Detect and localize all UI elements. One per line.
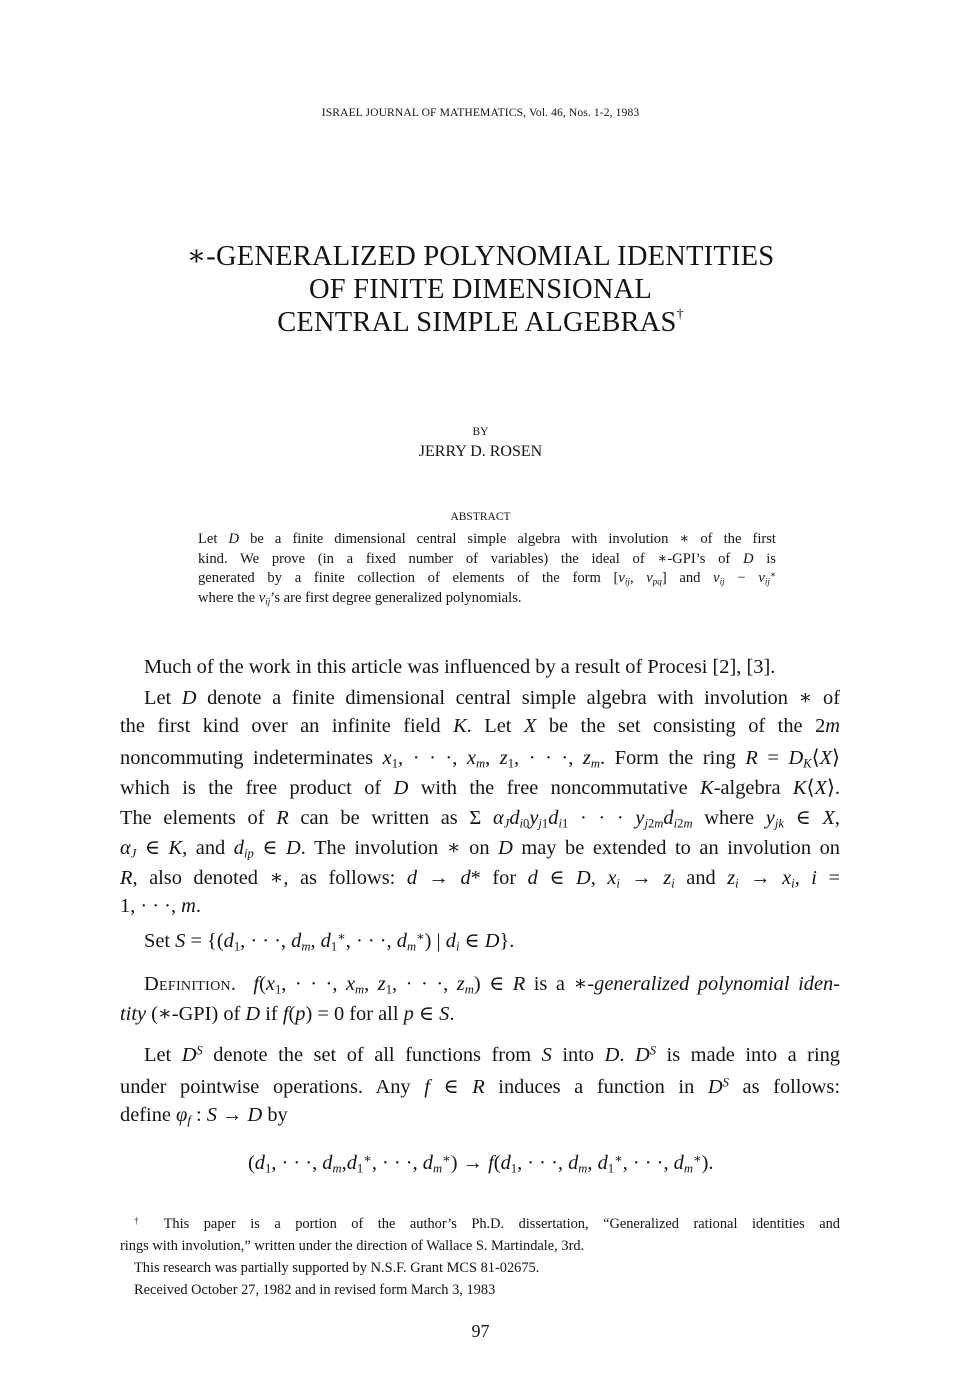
footnote-mark: † bbox=[134, 1215, 150, 1226]
definition-label: Definition. bbox=[144, 973, 237, 995]
title-footnote-mark: † bbox=[676, 307, 684, 322]
footnote-1-text-a: This paper is a portion of the author’s Ph.D. dissertation, “Generalized rational identities and bbox=[163, 1216, 840, 1232]
abstract-line: where the $v_{ij}’s$ are first degree generalized polynomials. bbox=[198, 589, 522, 607]
body-line: $\alpha_J$ ∈ K, and $d_{ip}$ ∈ D. The involution ∗ on D may be extended to an involution on bbox=[120, 837, 841, 861]
body-line: the first kind over an infinite field K. Let X be the set consisting of the 2m bbox=[120, 715, 840, 737]
body-line: Let $D^S$ denote the set of all functions from S into D. $D^S$ is made into a ring bbox=[144, 1043, 840, 1066]
display-equation: ($d_1$, · · ·, $d_m,d_1^∗$, · · ·, $d_m^∗) \to f(d_1$, · · ·, $d_m$, $d_1^∗$, · · ·, $d_m^∗$). bbox=[248, 1151, 714, 1176]
footnote-1-line-1 bbox=[134, 1216, 840, 1233]
body-line: The elements of R can be written as Σ $\alpha_Jd_{i0}y_{j1}d_{i1}$ · · · $y_{j2m}d_{i2m}$ where $y_{jk}$ ∈ X, bbox=[120, 807, 841, 831]
body-line: Much of the work in this article was influenced by a result of Procesi [2], [3]. bbox=[144, 656, 776, 678]
body-line: 1, · · ·, m. bbox=[120, 895, 201, 917]
title-line-3 bbox=[0, 306, 961, 340]
body-line: which is the free product of D with the free noncommutative K-algebra K⟨X⟩. bbox=[120, 777, 840, 799]
footnote-2: This research was partially supported by N.S.F. Grant MCS 81-02675. bbox=[134, 1260, 540, 1276]
body-line: R, also denoted ∗, as follows: d → d* for d ∈ D, $x_i \to z_i$ and $z_i \to x_i$, i = bbox=[120, 867, 840, 891]
body-line: noncommuting indeterminates $x_1$, · · ·, $x_m$, $z_1$, · · ·, $z_m$. Form the ring $R = D_K⟨X⟩$ bbox=[120, 747, 840, 771]
abstract-heading: ABSTRACT bbox=[450, 511, 511, 523]
abstract-line: generated by a finite collection of elements of the form [$v_{ij}$, $v_{pq}$] and $v_{ij} - v_{ij}^∗$ bbox=[198, 569, 776, 587]
title-line-2: OF FINITE DIMENSIONAL bbox=[308, 274, 652, 305]
body-line: under pointwise operations. Any f ∈ R induces a function in $D^S$ as follows: bbox=[120, 1075, 840, 1098]
abstract-line: Let D be a finite dimensional central simple algebra with involution ∗ of the first bbox=[198, 531, 776, 547]
abstract-body bbox=[198, 530, 776, 608]
title-line-3-text: CENTRAL SIMPLE ALGEBRAS bbox=[277, 307, 677, 338]
set-s-definition: Set $S = \{(d_1$, · · ·, $d_m$, $d_1^∗$, · · ·, $d_m^∗$) | $d_i$ ∈ D}. bbox=[144, 929, 515, 954]
definition-line-1: Definition. $f(x_1$, · · ·, $x_m$, $z_1$, · · ·, $z_m$) ∈ R is a ∗-generalized polynomial iden- bbox=[144, 973, 840, 997]
page-number: 97 bbox=[471, 1321, 490, 1341]
abstract-line: kind. We prove (in a fixed number of variables) the ideal of ∗-GPI’s of D is bbox=[198, 550, 776, 567]
footnote-3: Received October 27, 1982 and in revised form March 3, 1983 bbox=[134, 1282, 496, 1298]
author-name: JERRY D. ROSEN bbox=[418, 443, 543, 460]
byline-by: BY bbox=[472, 426, 489, 438]
definition-line-2: tity (∗-GPI) of D if f(p) = 0 for all p ∈ S. bbox=[120, 1003, 455, 1025]
journal-header: ISRAEL JOURNAL OF MATHEMATICS, Vol. 46, Nos. 1-2, 1983 bbox=[321, 106, 640, 119]
footnote-1-line-2: rings with involution,” written under the direction of Wallace S. Martindale, 3rd. bbox=[120, 1238, 585, 1254]
title-line-1: ∗-GENERALIZED POLYNOMIAL IDENTITIES bbox=[186, 241, 775, 272]
body-line: define $\varphi_f$ : S → D by bbox=[120, 1104, 288, 1128]
body-line: Let D denote a finite dimensional central simple algebra with involution ∗ of bbox=[144, 687, 840, 709]
